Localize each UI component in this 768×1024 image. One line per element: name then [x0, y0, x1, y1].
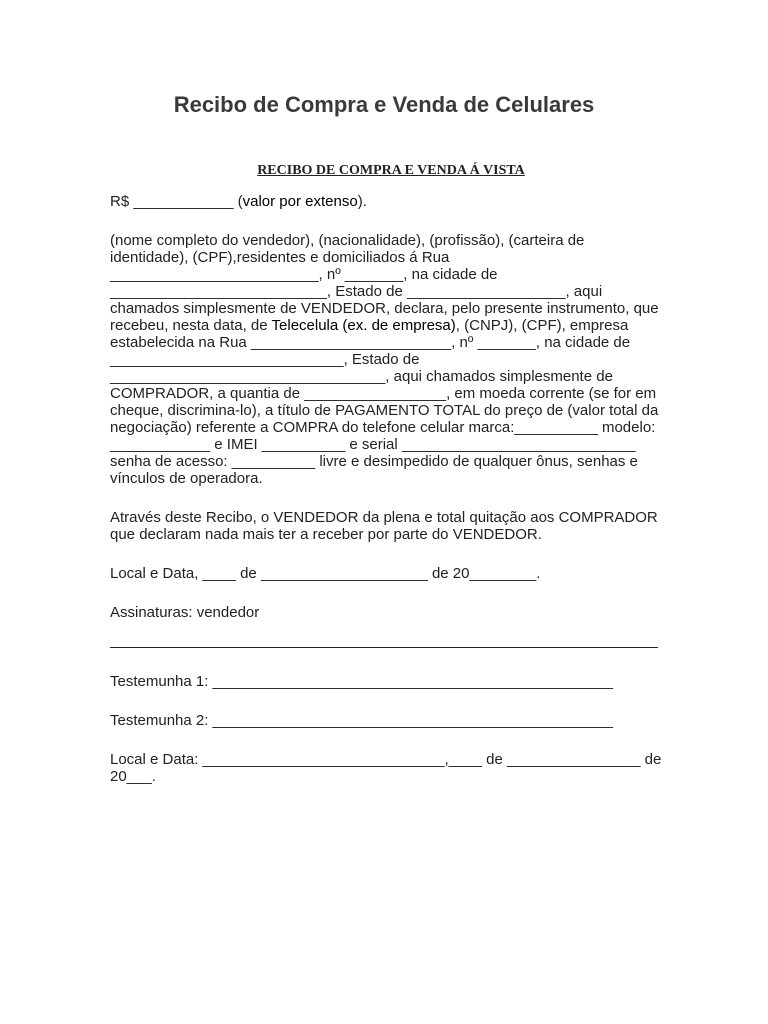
- witness-1-line: Testemunha 1: ________________________________________________: [110, 673, 613, 690]
- value-in-words: valor por extenso: [242, 193, 358, 210]
- final-place-date-line: Local e Data: _____________________________,____ de ________________ de 20___.: [110, 751, 666, 785]
- page-title: Recibo de Compra e Venda de Celulares: [173, 92, 595, 117]
- declaration-paragraph: [110, 232, 662, 487]
- witness-2-line: Testemunha 2: ________________________________________________: [110, 712, 613, 729]
- discharge-paragraph: Através deste Recibo, o VENDEDOR da plena e total quitação aos COMPRADOR que declaram nada mais ter a receber por parte do VENDEDOR.: [110, 509, 662, 543]
- value-paragraph: [110, 193, 662, 210]
- declaration-part1: (nome completo do vendedor), (nacionalidade), (profissão), (carteira de identidade), (CPF),residentes e domiciliados á Rua _________________________, nº _______, na cidade de __________________________, Estado de ___________________, aqui chamados simplesmente de VENDEDOR, declara, pelo presente instrumento, que recebeu, nesta data, de: [110, 232, 663, 334]
- place-date-line: Local e Data, ____ de ____________________ de 20________.: [110, 565, 541, 582]
- value-prefix: R$ ____________ (: [110, 193, 243, 210]
- signatures-label: Assinaturas: vendedor: [110, 604, 260, 621]
- receipt-document: [110, 162, 666, 785]
- declaration-part2: , (CNPJ), (CPF), empresa estabelecida na Rua ________________________, nº _______, na cidade de ____________________________, Estado de _________________________________, aqui chamados simplesmente de COMPRADOR, a quantia de _________________, em moeda corrente (se for em cheque, discrimina-lo), a título de PAGAMENTO TOTAL do preço de (valor total da negociação) referente a COMPRA do telefone celular marca:__________ modelo: ____________ e IMEI __________ e serial ____________________________ senha de acesso: __________ livre e desimpedido de qualquer ônus, senhas e vínculos de operadora.: [110, 317, 663, 487]
- value-suffix: ).: [357, 193, 367, 210]
- receipt-subtitle: RECIBO DE COMPRA E VENDA Á VISTA: [257, 163, 525, 178]
- buyer-company-name: Telecelula (ex. de empresa): [271, 317, 456, 334]
- seller-signature-line: [110, 647, 658, 648]
